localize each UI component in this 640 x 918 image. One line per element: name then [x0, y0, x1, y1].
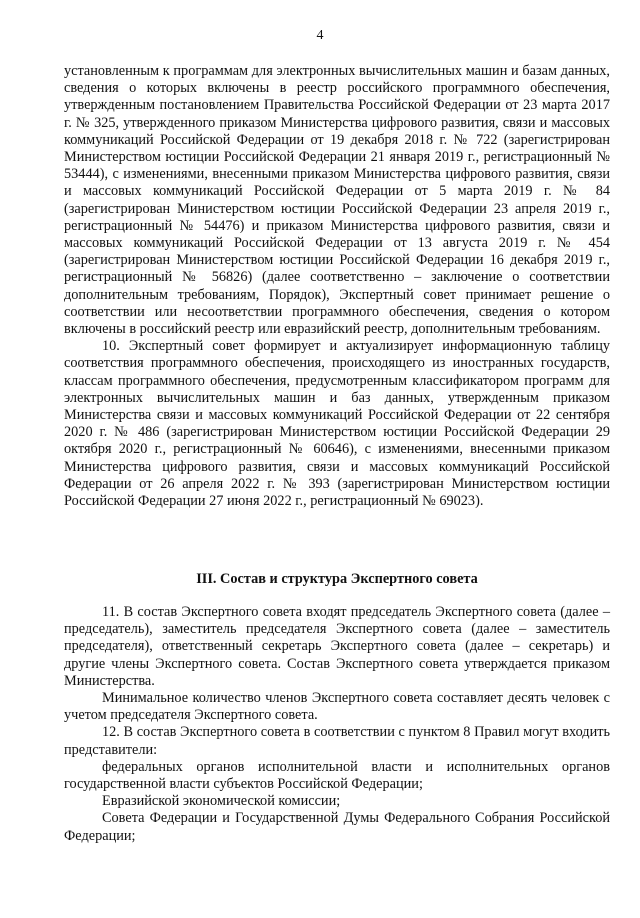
paragraph-min-members: Минимальное количество членов Экспертного совета составляет десять человек с учетом председателя Экспертного совета.: [64, 690, 610, 724]
paragraph-10: 10. Экспертный совет формирует и актуализирует информационную таблицу соответствия программного обеспечения, происходящего из иностранных государств, классам программного обеспечения, предусмотренным классификатором программ для электронных вычислительных машин и баз данных, утвержденным приказом Министерства связи и массовых коммуникаций Российской Федерации от 22 сентября 2020 г. № 486 (зарегистрирован Министерством юстиции Российской Федерации 29 октября 2020 г., регистрационный № 60646), с изменениями, внесенными приказом Министерства цифрового развития, связи и массовых коммуникаций Российской Федерации от 26 апреля 2022 г. № 393 (зарегистрирован Министерством юстиции Российской Федерации 27 июня 2022 г., регистрационный № 69023).: [64, 338, 610, 510]
paragraph-continuation: установленным к программам для электронных вычислительных машин и базам данных, сведения о которых включены в реестр российского программного обеспечения, утвержденным постановлением Правительства Российской Федерации от 23 марта 2017 г. № 325, утвержденного приказом Министерства цифрового развития, связи и массовых коммуникаций Российской Федерации от 19 декабря 2018 г. № 722 (зарегистрирован Министерством юстиции Российской Федерации 21 января 2019 г., регистрационный № 53444), с изменениями, внесенными приказом Министерства цифрового развития, связи и массовых коммуникаций Российской Федерации от 5 марта 2019 г. № 84 (зарегистрирован Министерством юстиции Российской Федерации 23 апреля 2019 г., регистрационный № 54476) и приказом Министерства цифрового развития, связи и массовых коммуникаций Российской Федерации от 13 августа 2019 г. № 454 (зарегистрирован Министерством юстиции Российской Федерации 16 декабря 2019 г., регистрационный № 56826) (далее соответственно – заключение о соответствии дополнительным требованиям, Порядок), Экспертный совет принимает решение о соответствии или несоответствии программного обеспечения, сведения о котором включены в российский реестр или евразийский реестр, дополнительным требованиям.: [64, 63, 610, 338]
page-number: 4: [316, 28, 324, 43]
section-heading: III. Состав и структура Экспертного совета: [196, 571, 478, 587]
paragraph-11: 11. В состав Экспертного совета входят председатель Экспертного совета (далее – председатель), заместитель председателя Экспертного совета (далее – заместитель председателя), ответственный секретарь Экспертного совета (далее – секретарь) и другие члены Экспертного совета. Состав Экспертного совета утверждается приказом Министерства.: [64, 604, 610, 689]
list-item-eurasian-commission: Евразийской экономической комиссии;: [102, 793, 341, 810]
body-text-top: [64, 63, 610, 510]
list-item-federal-bodies: федеральных органов исполнительной власти и исполнительных органов государственной власти субъектов Российской Федерации;: [64, 758, 610, 793]
body-text-bottom: [64, 604, 610, 845]
list-item-federation-council: Совета Федерации и Государственной Думы Федерального Собрания Российской Федерации;: [64, 810, 610, 844]
paragraph-12: 12. В состав Экспертного совета в соответствии с пунктом 8 Правил могут входить представители:: [64, 724, 610, 758]
